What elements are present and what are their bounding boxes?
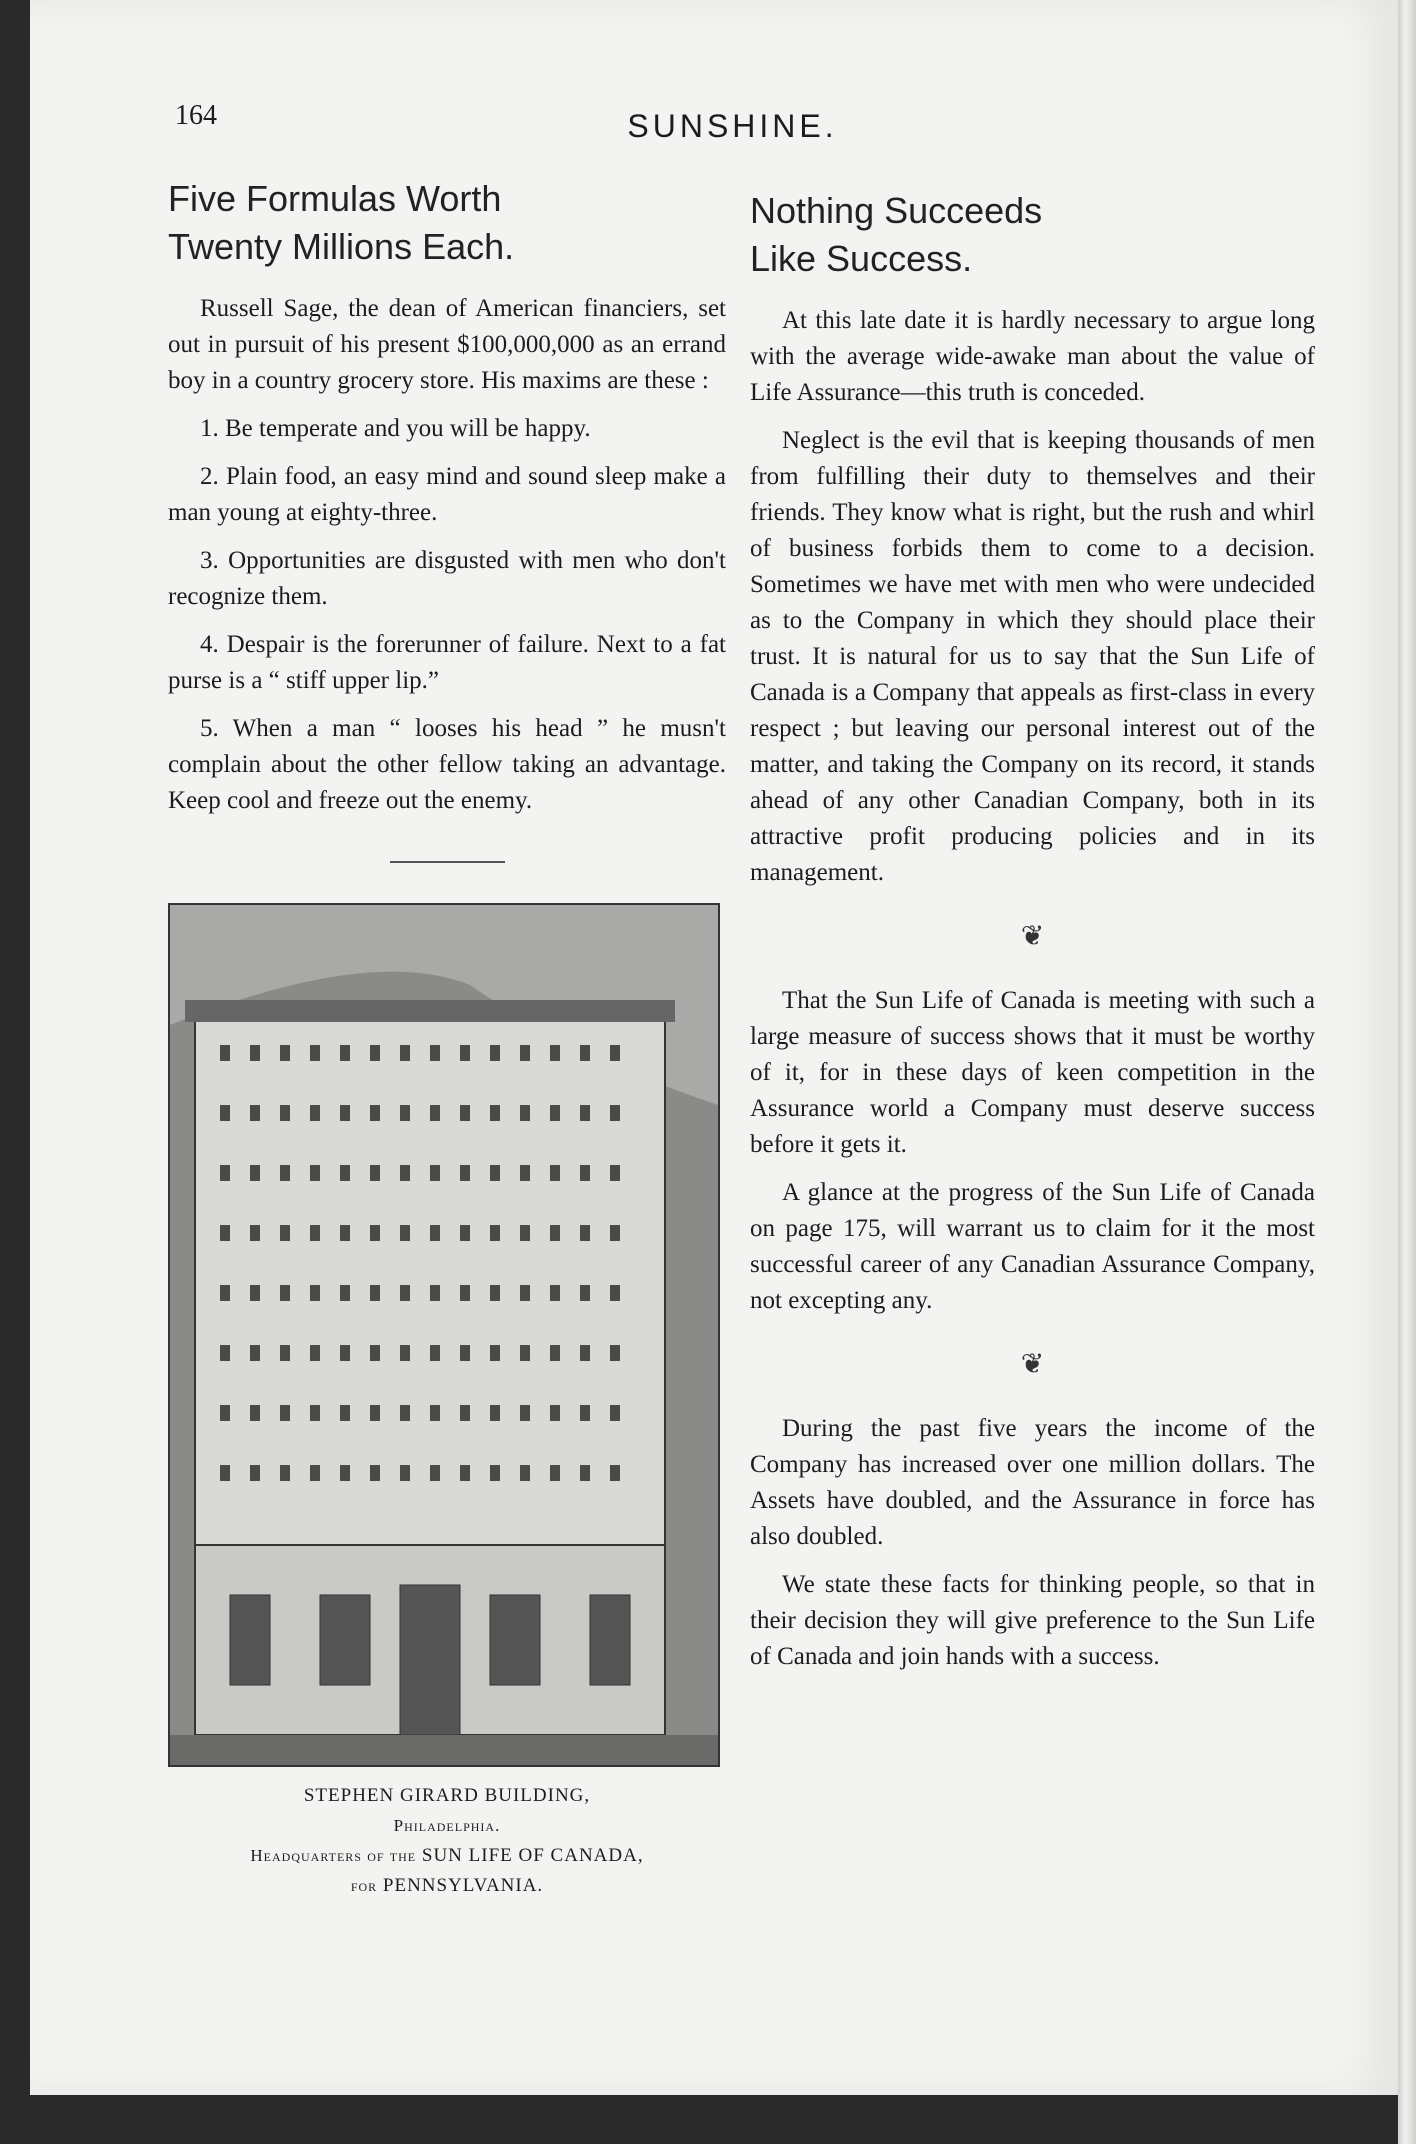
maxim-3: 3. Opportunities are disgusted with men who don't recognize them. bbox=[168, 547, 726, 610]
right-column bbox=[750, 187, 1315, 1687]
left-article-title bbox=[168, 175, 726, 271]
paragraph: That the Sun Life of Canada is meeting with such a large measure of success shows that it must be worthy of it, for in these days of keen competition in the Assurance world a Company must deserve success before it gets it. bbox=[750, 987, 1315, 1158]
paragraph: Neglect is the evil that is keeping thousands of men from fulfilling their duty to themselves and their friends. They know what is right, but the rush and whirl of business forbids them to come to a decision. Sometimes we have met with men who were undecided as to the Company in which they should place their trust. It is natural for us to say that the Sun Life of Canada is a Company that appeals as first-class in every respect ; but leaving our personal interest out of the matter, and taking the Company on its record, it stands ahead of any other Canadian Company, both in its attractive profit producing policies and in its management. bbox=[750, 427, 1315, 886]
building-illustration bbox=[168, 903, 720, 1767]
page-number: 164 bbox=[175, 100, 217, 131]
paragraph: During the past five years the income of the Company has increased over one million dollars. The Assets have doubled, and the Assurance in force has also doubled. bbox=[750, 1415, 1315, 1550]
caption-headquarters bbox=[168, 1841, 726, 1871]
caption-hq-prefix: Headquarters of the bbox=[250, 1846, 417, 1865]
paragraph: We state these facts for thinking people, so that in their decision they will give preference to the Sun Life of Canada and join hands with a success. bbox=[750, 1571, 1315, 1670]
building-drawing bbox=[170, 905, 718, 1765]
caption-building-name: STEPHEN GIRARD BUILDING, bbox=[303, 1785, 591, 1806]
maxim-1: 1. Be temperate and you will be happy. bbox=[200, 415, 591, 442]
caption-city: Philadelphia. bbox=[393, 1816, 501, 1835]
right-article-title bbox=[750, 187, 1315, 283]
fleuron-ornament: ❦ bbox=[1020, 921, 1045, 952]
page-header bbox=[175, 100, 1290, 150]
right-title-line1: Nothing Succeeds bbox=[750, 190, 1043, 231]
caption-state-prefix: for bbox=[350, 1876, 378, 1895]
maxim-4: 4. Despair is the forerunner of failure. Next to a fat purse is a “ stiff upper lip.” bbox=[168, 631, 726, 694]
caption-state bbox=[168, 1871, 726, 1901]
caption-hq-company: SUN LIFE OF CANADA, bbox=[421, 1845, 644, 1866]
maxim-5: 5. When a man “ looses his head ” he musn't complain about the other fellow taking an advantage. Keep cool and freeze out the enemy. bbox=[168, 715, 726, 814]
fleuron-ornament: ❦ bbox=[1020, 1349, 1045, 1380]
left-title-line2: Twenty Millions Each. bbox=[168, 226, 515, 267]
left-column bbox=[168, 175, 726, 1901]
running-title: SUNSHINE. bbox=[627, 108, 838, 144]
paragraph: At this late date it is hardly necessary to argue long with the average wide-awake man about the value of Life Assurance—this truth is conceded. bbox=[750, 307, 1315, 406]
illustration-caption bbox=[168, 1781, 726, 1901]
left-title-line1: Five Formulas Worth bbox=[168, 178, 502, 219]
section-divider bbox=[390, 861, 505, 863]
page bbox=[30, 0, 1400, 2095]
maxim-2: 2. Plain food, an easy mind and sound sleep make a man young at eighty-three. bbox=[168, 463, 726, 526]
paragraph: A glance at the progress of the Sun Life of Canada on page 175, will warrant us to claim for it the most successful career of any Canadian Assurance Company, not excepting any. bbox=[750, 1179, 1315, 1314]
right-title-line2: Like Success. bbox=[750, 238, 973, 279]
intro-paragraph: Russell Sage, the dean of American financiers, set out in pursuit of his present $100,000,000 as an errand boy in a country grocery store. His maxims are these : bbox=[168, 295, 726, 394]
page-edge bbox=[1398, 0, 1416, 2144]
caption-state-name: PENNSYLVANIA. bbox=[382, 1875, 544, 1896]
